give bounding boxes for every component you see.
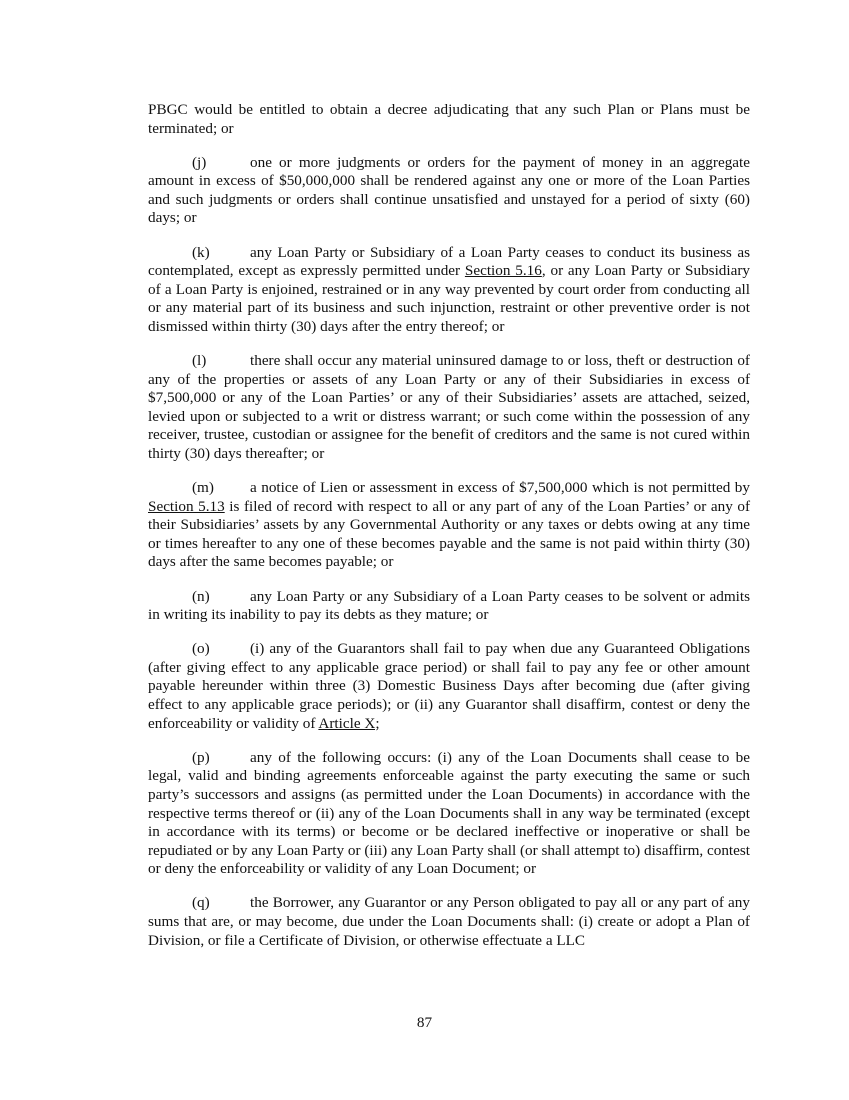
clause-marker: (l) xyxy=(192,352,207,370)
clause-m xyxy=(148,479,750,572)
document-body xyxy=(148,101,750,966)
clause-text: one or more judgments or orders for the payment of money in an aggregate amount in excess of $50,000,000 shall be rendered against any one or more of the Loan Parties and such judgments or orders shall continue unsatisfied and unstayed for a period of sixty (60) days; or xyxy=(148,153,750,227)
clause-text: a notice of Lien or assessment in excess of $7,500,000 which is not permitted by xyxy=(250,479,750,497)
clause-j xyxy=(148,154,750,228)
clause-marker: (q) xyxy=(192,894,210,912)
clause-k xyxy=(148,244,750,337)
clause-text: (i) any of the Guarantors shall fail to pay when due any Guaranteed Obligations (after giving effect to any applicable grace period) or shall fail to pay any fee or other amount payable hereunder within three (3) Domestic Business Days after becoming due (after giving effect to any applicable grace periods); or (ii) any Guarantor shall disaffirm, contest or deny the enforceability or validity of xyxy=(148,640,750,732)
clause-n xyxy=(148,588,750,625)
clause-marker: (m) xyxy=(192,479,214,497)
clause-text-continued: , or any Loan Party or Subsidiary of a Loan Party is enjoined, restrained or in any way prevented by court order from conducting all or any material part of its business and such injunction, restraint or other preventive order is not dismissed within thirty (30) days after the entry thereof; or xyxy=(148,262,750,335)
clause-text: there shall occur any material uninsured damage to or loss, theft or destruction of any of the properties or assets of any Loan Party or any of their Subsidiaries in excess of $7,500,000 or any of the Loan Parties’ or any of their Subsidiaries’ assets are attached, seized, levied upon or subjected to a writ or distress warrant; or such come within the possession of any receiver, trustee, custodian or assignee for the benefit of creditors and the same is not cured within thirty (30) days thereafter; or xyxy=(148,352,750,462)
clause-marker: (k) xyxy=(192,243,210,261)
opening-paragraph: PBGC would be entitled to obtain a decree adjudicating that any such Plan or Plans must be terminated; or xyxy=(148,101,750,137)
section-5-16-reference: Section 5.16 xyxy=(464,262,542,280)
clause-marker: (n) xyxy=(192,587,210,605)
clause-marker: (p) xyxy=(192,748,210,766)
clause-text-continued: is filed of record with respect to all or any part of any of the Loan Parties’ or any of their Subsidiaries’ assets by any Governmental Authority or any taxes or debts owing at any time or times hereafter to any one of these becomes payable and the same is not paid within thirty (30) days after the same becomes payable; or xyxy=(148,497,750,571)
clause-marker: (j) xyxy=(192,153,207,171)
clause-text: any Loan Party or Subsidiary of a Loan Party ceases to conduct its business as contemplated, except as expressly permitted under xyxy=(148,243,750,280)
section-5-13-reference: Section 5.13 xyxy=(148,497,225,515)
clause-l xyxy=(148,352,750,464)
clause-text: any Loan Party or any Subsidiary of a Loan Party ceases to be solvent or admits in writing its inability to pay its debts as they mature; or xyxy=(148,587,750,624)
article-x-reference: Article X; xyxy=(318,714,380,732)
page-number: 87 xyxy=(416,1014,433,1031)
clause-text: the Borrower, any Guarantor or any Person obligated to pay all or any part of any sums that are, or may become, due under the Loan Documents shall: (i) create or adopt a Plan of Division, or file a Certificate of Division, or otherwise effectuate a LLC xyxy=(148,894,750,949)
clause-marker: (o) xyxy=(192,640,210,658)
clause-o xyxy=(148,640,750,733)
clause-q xyxy=(148,894,750,950)
clause-text: any of the following occurs: (i) any of the Loan Documents shall cease to be legal, valid and binding agreements enforceable against the party executing the same or such party’s successors and assigns (as permitted under the Loan Documents) in accordance with the respective terms thereof or (ii) any of the Loan Documents shall in any way be terminated (except in accordance with its terms) or become or be declared ineffective or inoperative or shall be repudiated or by any Loan Party or (iii) any Loan Party shall (or shall attempt to) disaffirm, contest or deny the enforceability or validity of any Loan Document; or xyxy=(148,748,750,878)
clause-p xyxy=(148,749,750,879)
